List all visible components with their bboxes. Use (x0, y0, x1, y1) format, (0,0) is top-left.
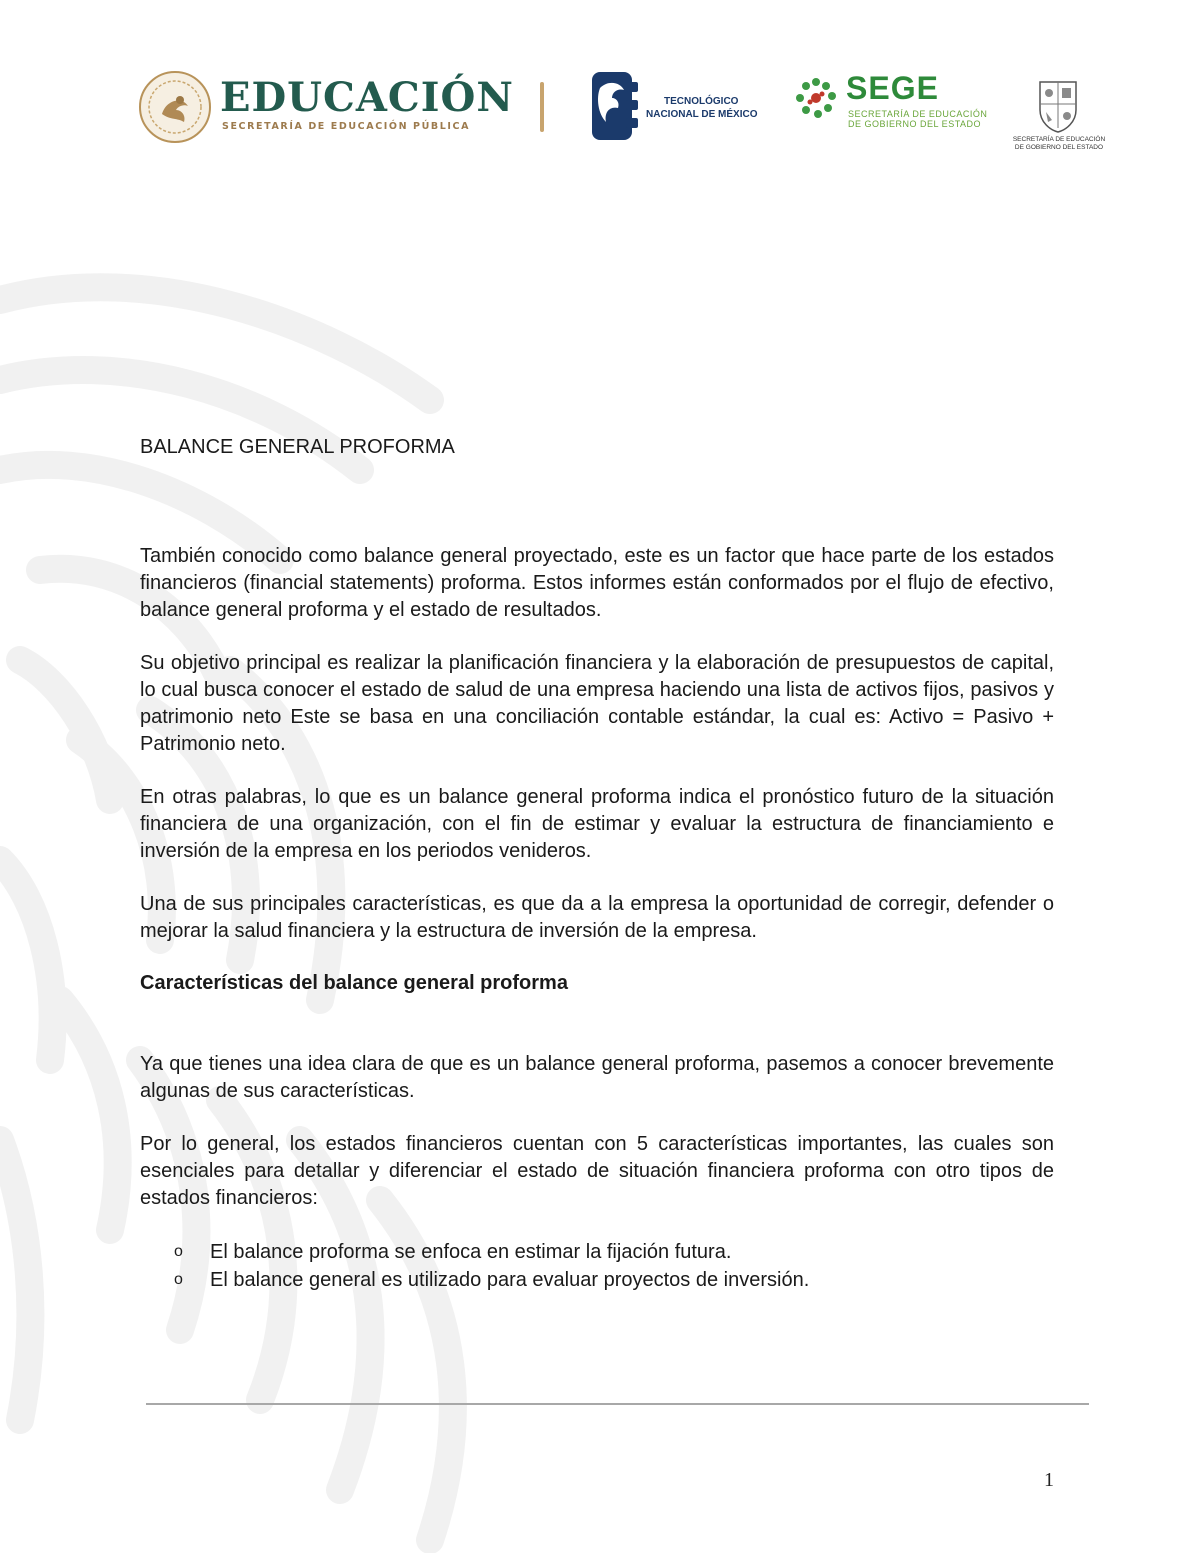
document-body (140, 435, 1054, 1294)
tecnm-name (646, 95, 758, 121)
bullet-list (140, 1238, 1054, 1294)
paragraph-3: En otras palabras, lo que es un balance general proforma indica el pronóstico futuro de la situación financiera de una organización, con el fin de estimar y evaluar la estructura de financiamiento e inversión de la empresa en los periodos venideros. (140, 786, 1054, 862)
list-item-text: El balance general es utilizado para evaluar proyectos de inversión. (210, 1269, 810, 1291)
tecnm-line-1: TECNOLÓGICO (664, 96, 739, 107)
tecnm-line-2: NACIONAL DE MÉXICO (646, 109, 758, 120)
sege-subtitle-line-1: SECRETARÍA DE EDUCACIÓN (848, 109, 988, 119)
state-caption-line-1: SECRETARÍA DE EDUCACIÓN (1012, 136, 1106, 143)
state-crest-logo (1034, 76, 1082, 134)
sege-subtitle (848, 109, 987, 129)
state-caption-line-2: DE GOBIERNO DEL ESTADO (1014, 144, 1104, 151)
mexico-national-seal-logo (138, 70, 212, 144)
list-item-text: El balance proforma se enfoca en estimar la fijación futura. (210, 1241, 732, 1263)
page-number: 1 (1044, 1469, 1054, 1491)
bullet-marker: o (174, 1243, 183, 1260)
tecnm-gear-logo (586, 68, 642, 144)
header-divider (540, 82, 544, 132)
paragraph-4: Una de sus principales características, es que da a la empresa la oportunidad de corregir, defender o mejorar la salud financiera y la estructura de inversión de la empresa. (140, 893, 1054, 942)
paragraph-2: Su objetivo principal es realizar la planificación financiera y la elaboración de presupuestos de capital, lo cual busca conocer el estado de salud de una empresa haciendo una lista de activos fijos, pasivos y patrimonio neto Este se basa en una conciliación contable estándar, la cual es: Activo = Pasivo + Patrimonio neto. (140, 652, 1054, 755)
footer-divider (146, 1403, 1089, 1405)
sege-leaf-logo (792, 74, 840, 122)
list-item (140, 1266, 1054, 1294)
paragraph-5: Ya que tienes una idea clara de que es un balance general proforma, pasemos a conocer brevemente algunas de sus características. (140, 1053, 1054, 1102)
page-header (0, 60, 1200, 160)
sege-title: SEGE (846, 70, 939, 106)
state-crest-caption (1012, 136, 1106, 152)
sep-title: EDUCACIÓN (220, 74, 514, 121)
list-item (140, 1238, 1054, 1266)
section-heading: Características del balance general proforma (140, 972, 568, 994)
sege-subtitle-line-2: DE GOBIERNO DEL ESTADO (848, 119, 982, 129)
document-title: BALANCE GENERAL PROFORMA (140, 436, 455, 458)
bullet-marker: o (174, 1271, 183, 1288)
paragraph-6: Por lo general, los estados financieros cuentan con 5 características importantes, las cuales son esenciales para detallar y diferenciar el estado de situación financiera proforma con otro tipos de estados financieros: (140, 1133, 1054, 1209)
sep-subtitle: SECRETARÍA DE EDUCACIÓN PÚBLICA (222, 121, 471, 132)
paragraph-1: También conocido como balance general proyectado, este es un factor que hace parte de los estados financieros (financial statements) proforma. Estos informes están conformados por el flujo de efectivo, balance general proforma y el estado de resultados. (140, 545, 1054, 621)
